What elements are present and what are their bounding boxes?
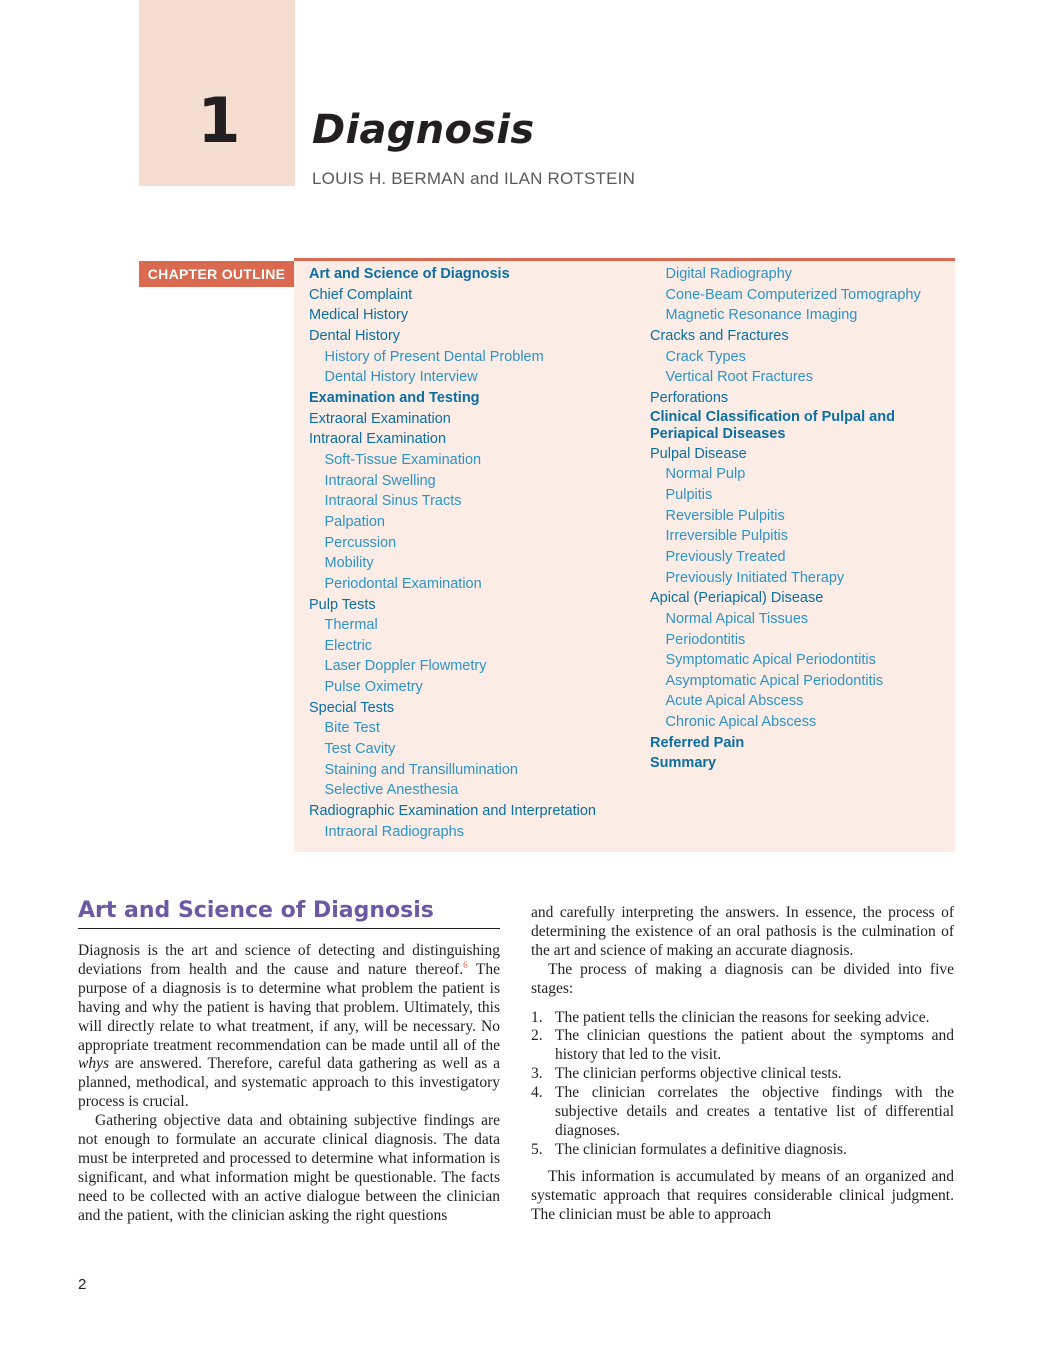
outline-entry[interactable]: Symptomatic Apical Periodontitis [665, 652, 876, 669]
outline-entry[interactable]: Crack Types [665, 348, 746, 365]
stage-number: 4. [531, 1084, 543, 1102]
outline-entry[interactable]: Medical History [309, 307, 409, 324]
outline-entry[interactable]: Art and Science of Diagnosis [309, 266, 510, 282]
outline-entry[interactable]: Chief Complaint [309, 286, 413, 303]
chapter-title: Diagnosis [312, 107, 535, 153]
stage-number: 5. [531, 1140, 543, 1158]
stage-item [531, 1084, 954, 1141]
outline-entry[interactable]: History of Present Dental Problem [324, 348, 544, 365]
outline-entry[interactable]: Examination and Testing [309, 389, 480, 406]
outline-entry[interactable]: Clinical Classification of Pulpal and Periapical Diseases [650, 408, 895, 443]
body-column-left [78, 942, 500, 1226]
chapter-outline-label: CHAPTER OUTLINE [139, 261, 294, 287]
outline-entry[interactable]: Cracks and Fractures [650, 327, 789, 344]
stage-text: The clinician formulates a definitive diagnosis. [555, 1140, 847, 1158]
outline-entry[interactable]: Bite Test [324, 720, 380, 737]
outline-entry[interactable]: Percussion [324, 534, 397, 551]
outline-entry[interactable]: Thermal [324, 617, 378, 634]
outline-entry[interactable]: Electric [324, 637, 373, 654]
paragraph-five-stages-intro: The process of making a diagnosis can be divided into five stages: [531, 960, 954, 997]
outline-right-column [650, 264, 950, 774]
body-column-right [531, 904, 954, 1225]
outline-entry[interactable]: Extraoral Examination [309, 410, 451, 427]
outline-entry[interactable]: Radiographic Examination and Interpretation [309, 803, 596, 820]
outline-entry[interactable]: Soft-Tissue Examination [324, 451, 482, 468]
stage-text: The clinician performs objective clinical tests. [555, 1065, 842, 1083]
stages-list [531, 1009, 954, 1160]
page-number: 2 [78, 1276, 87, 1293]
outline-entry[interactable]: Intraoral Examination [309, 431, 447, 448]
outline-entry[interactable]: Acute Apical Abscess [665, 693, 804, 710]
outline-entry[interactable]: Digital Radiography [665, 266, 793, 282]
stage-number: 3. [531, 1065, 543, 1083]
outline-entry[interactable]: Chronic Apical Abscess [665, 714, 817, 731]
section-heading-rule [78, 928, 500, 929]
outline-entry[interactable]: Intraoral Radiographs [324, 823, 464, 840]
outline-entry[interactable]: Previously Treated [665, 548, 786, 565]
stage-item [531, 1141, 954, 1160]
outline-entry[interactable]: Referred Pain [650, 734, 745, 751]
stage-text: The clinician questions the patient about the symptoms and history that led to the visit. [555, 1027, 954, 1064]
stage-item [531, 1065, 954, 1084]
section-heading: Art and Science of Diagnosis [78, 898, 434, 923]
stage-number: 2. [531, 1027, 543, 1045]
outline-entry[interactable]: Intraoral Sinus Tracts [324, 493, 462, 510]
outline-entry[interactable]: Laser Doppler Flowmetry [324, 658, 487, 675]
chapter-number: 1 [197, 84, 241, 157]
reference-marker[interactable]: 6 [463, 959, 468, 970]
outline-entry[interactable]: Mobility [324, 555, 374, 572]
outline-entry[interactable]: Test Cavity [324, 741, 396, 758]
outline-entry[interactable]: Periodontal Examination [324, 575, 482, 592]
paragraph-interpreting-answers: and carefully interpreting the answers. In essence, the process of determining the existence of an oral pathosis is the culmination of the art and science of making an accurate diagnosis. [531, 904, 954, 959]
outline-entry[interactable]: Normal Apical Tissues [665, 610, 809, 627]
outline-entry[interactable]: Palpation [324, 513, 385, 530]
outline-entry[interactable]: Selective Anesthesia [324, 782, 459, 799]
outline-entry[interactable]: Reversible Pulpitis [665, 507, 785, 524]
outline-entry[interactable]: Apical (Periapical) Disease [650, 590, 824, 607]
stage-text: The clinician correlates the objective findings with the subjective details and creates a tentative list of differential diagnoses. [555, 1084, 954, 1139]
outline-entry[interactable]: Special Tests [309, 699, 395, 716]
outline-entry[interactable]: Pulpal Disease [650, 445, 747, 462]
stage-number: 1. [531, 1008, 543, 1026]
paragraph-gathering-data: Gathering objective data and obtaining subjective findings are not enough to formulate an accurate clinical diagnosis. The data must be interpreted and processed to determine what information is significant, and what information might be questionable. The facts need to be collected with an active dialogue between the clinician and the patient, with the clinician asking the right questions [78, 1112, 500, 1224]
outline-entry[interactable]: Pulpitis [665, 486, 713, 503]
stage-item [531, 1009, 954, 1028]
outline-entry[interactable]: Pulp Tests [309, 596, 376, 613]
outline-entry[interactable]: Vertical Root Fractures [665, 369, 813, 386]
chapter-outline-rule [294, 258, 955, 261]
outline-entry[interactable]: Irreversible Pulpitis [665, 528, 788, 545]
outline-entry[interactable]: Intraoral Swelling [324, 472, 436, 489]
outline-left-column [309, 264, 639, 842]
outline-entry[interactable]: Magnetic Resonance Imaging [665, 307, 858, 324]
outline-entry[interactable]: Pulse Oximetry [324, 679, 423, 696]
stage-item [531, 1027, 954, 1065]
outline-entry[interactable]: Perforations [650, 389, 729, 406]
stage-text: The patient tells the clinician the reasons for seeking advice. [555, 1008, 930, 1026]
paragraph-information-accumulated: This information is accumulated by means of an organized and systematic approach that requires considerable clinical judgment. The clinician must be able to approach [531, 1167, 954, 1223]
paragraph-diagnosis-definition: Diagnosis is the art and science of detecting and distinguishing deviations from health and the cause and nature thereof.$^6$ The purpose of a diagnosis is to determine what problem the patient is having and why the patient is having that problem. Ultimately, this will directly relate to what treatment, if any, will be necessary. No appropriate treatment recommendation can be made until all of the whys are answered. Therefore, careful data gathering as well as a planned, methodical, and systematic approach to this investigatory process is crucial. [78, 942, 500, 1111]
outline-entry[interactable]: Cone-Beam Computerized Tomography [665, 286, 921, 303]
outline-entry[interactable]: Asymptomatic Apical Periodontitis [665, 672, 884, 689]
outline-entry[interactable]: Summary [650, 755, 717, 772]
outline-entry[interactable]: Staining and Transillumination [324, 761, 518, 778]
outline-entry[interactable]: Dental History [309, 327, 401, 344]
outline-entry[interactable]: Previously Initiated Therapy [665, 569, 845, 586]
outline-entry[interactable]: Periodontitis [665, 631, 746, 648]
outline-entry[interactable]: Dental History Interview [324, 369, 478, 386]
chapter-authors: LOUIS H. BERMAN and ILAN ROTSTEIN [312, 169, 636, 188]
outline-entry[interactable]: Normal Pulp [665, 466, 746, 483]
